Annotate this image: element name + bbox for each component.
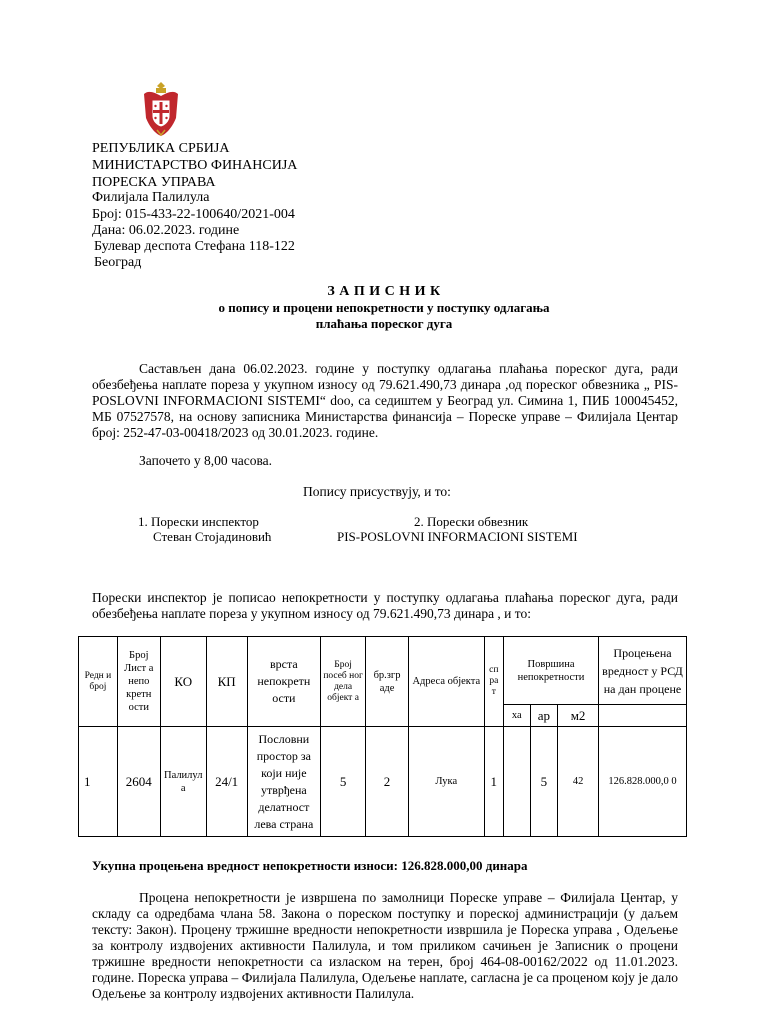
closing-text: Процена непокретности је извршена по замолници Пореске управе – Филијала Центар, у складу са одредбама члана 58. Закона о пореском поступку и пореској администрацији (у даљем тексту: Закон). Процену тржишне вредности непокретности извршила је Пореска управа , Одељење за контролу издвојених активности Палилула, и том приликом сачињен је Записник о процени тржишне вредности непокретности са изласком на терен, број 464-08-00162/2022 од 11.01.2023. године. Пореска управа – Филијала Палилула, Одељење наплате, сагласна је са проценом коју је дало Одељење за контролу издвојених активности Палилула.: [92, 890, 678, 1001]
started-time: Започето у 8,00 часова.: [139, 453, 273, 468]
header-tax-admin: ПОРЕСКА УПРАВА: [92, 175, 216, 190]
closing-paragraph: [92, 890, 678, 1002]
header-procenjena: Процењена вредност у РСД на дан процене: [599, 637, 687, 705]
participant-2-name: PIS-POSLOVNI INFORMACIONI SISTEMI: [337, 529, 578, 544]
header-number: Број: 015-433-22-100640/2021-004: [92, 207, 295, 222]
participant-2-role: 2. Порески обвезник: [414, 514, 529, 529]
document-title: З А П И С Н И К: [327, 284, 441, 299]
header-procenjena-sub: [599, 705, 687, 727]
cell-kp: 24/1: [206, 727, 247, 837]
cell-ko: Палилул а: [160, 727, 206, 837]
serbian-coat-of-arms-icon: [140, 80, 182, 138]
participant-1-name: Стеван Стојадиновић: [153, 529, 272, 544]
header-address: Булевар деспота Стефана 118-122: [94, 239, 295, 254]
header-povrsina: Површина непокретности: [504, 637, 599, 705]
present-label: Попису присуствују, и то:: [303, 484, 451, 499]
header-adresa: Адреса објекта: [408, 637, 484, 727]
cell-redni-broj: 1: [79, 727, 118, 837]
cell-vrednost: 126.828.000,0 0: [599, 727, 687, 837]
header-br-zgrade: бр.згр аде: [366, 637, 409, 727]
cell-vrsta: Пословни простор за који није утврђена делатност лева страна: [247, 727, 321, 837]
property-table: [78, 636, 687, 837]
intro-paragraph: [92, 361, 678, 441]
header-sprat-cell: [484, 637, 503, 727]
cell-broj-posebnog-dela: 5: [321, 727, 366, 837]
header-sprat: спрат: [489, 665, 499, 697]
header-vrsta: врста непокретн ости: [247, 637, 321, 727]
inspector-text: Порески инспектор је пописао непокретности у поступку одлагања плаћања пореског дуга, ради обезбеђења наплате пореза у укупном износу од 79.621.490,73 динара , и то:: [92, 590, 678, 621]
header-ko: КО: [160, 637, 206, 727]
total-value: Укупна процењена вредност непокретности износи: 126.828.000,00 динара: [92, 858, 528, 873]
cell-sprat: 1: [484, 727, 503, 837]
header-broj-lista: Број Лист а непо кретн ости: [117, 637, 160, 727]
header-republic: РЕПУБЛИКА СРБИЈА: [92, 141, 230, 156]
cell-adresa: Лука: [408, 727, 484, 837]
participant-1-role: 1. Порески инспектор: [138, 514, 259, 529]
document-subtitle-line2: плаћања пореског дуга: [315, 316, 453, 331]
header-branch: Филијала Палилула: [92, 190, 210, 205]
header-city: Београд: [94, 255, 142, 270]
header-broj-posebnog-dela: Број посеб ног дела објект а: [321, 637, 366, 727]
intro-text: Састављен дана 06.02.2023. године у поступку одлагања плаћања пореског дуга, ради обезбеђења наплате пореза у укупном износу од 79.621.490,73 динара ,од пореског обвезника „ PIS-POSLOVNI INFORMACIONI SISTEMI“ doo, са седиштем у Београд ул. Симина 1, ПИБ 100045452, МБ 07527578, на основу записника Министарства финансија – Пореске управе – Филијала Центар број: 252-47-03-00418/2023 од 30.01.2023. године.: [92, 361, 678, 440]
cell-ar: 5: [530, 727, 558, 837]
header-povrsina-ha: ха: [504, 705, 531, 727]
header-redni-broj: Редн и број: [79, 637, 118, 727]
cell-broj-lista: 2604: [117, 727, 160, 837]
header-povrsina-ar: ар: [530, 705, 558, 727]
header-kp: КП: [206, 637, 247, 727]
header-ministry: МИНИСТАРСТВО ФИНАНСИЈА: [92, 158, 298, 173]
document-subtitle-line1: о попису и процени непокретности у поступку одлагања: [218, 300, 550, 315]
table-row: [79, 727, 687, 837]
inspector-paragraph: [92, 590, 678, 622]
header-povrsina-m2: м2: [558, 705, 599, 727]
cell-br-zgrade: 2: [366, 727, 409, 837]
cell-ha: [504, 727, 531, 837]
header-date: Дана: 06.02.2023. године: [92, 223, 240, 238]
cell-m2: 42: [558, 727, 599, 837]
